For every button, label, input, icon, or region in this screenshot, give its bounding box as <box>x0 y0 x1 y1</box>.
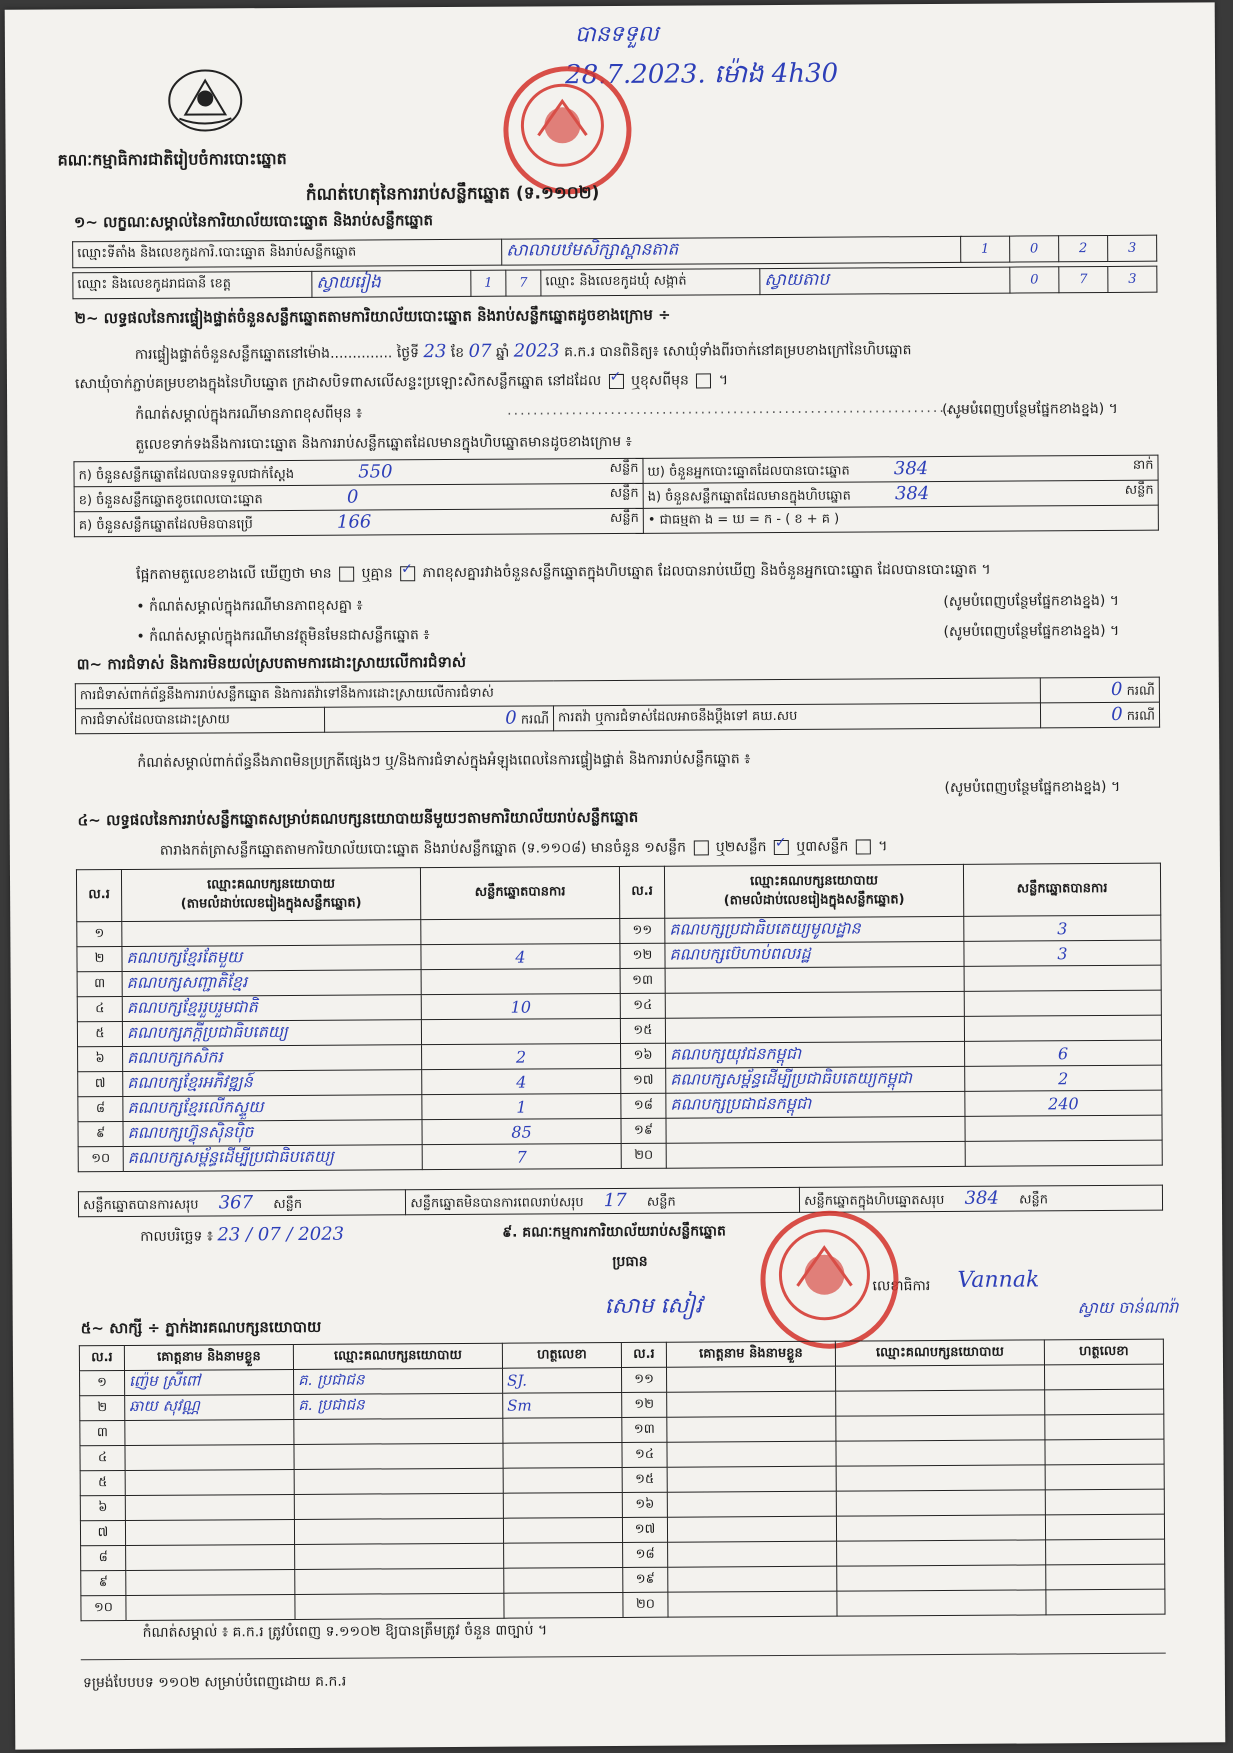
three-sheet-checkbox[interactable] <box>856 839 871 854</box>
fill-note: (សូមបំពេញបន្ថែមផ្នែកខាងខ្នង) ។ <box>943 622 1120 640</box>
witness-name <box>667 1491 836 1517</box>
row-no: ១២ <box>620 943 665 968</box>
unit: សន្លឹក <box>609 460 639 476</box>
total-valid-cell <box>78 1190 405 1217</box>
unit: សន្លឹក <box>609 510 639 526</box>
witness-party <box>295 1568 504 1594</box>
witness-name <box>125 1494 294 1520</box>
location-label: ឈ្មោះទីតាំង និងលេខកូដការិ.បោះឆ្នោត និងរាប់សន្លឹកឆ្នោត <box>73 239 502 268</box>
col-party <box>121 868 420 922</box>
party-name <box>666 1141 965 1168</box>
secretary-signature: ស្វាយ ចាន់ណារ៉ា <box>1077 1297 1179 1318</box>
witness-signature <box>1045 1439 1164 1465</box>
party-name: គណបក្សកសិករ <box>123 1045 422 1072</box>
party-name <box>665 1016 964 1043</box>
witness-name <box>125 1469 294 1495</box>
witness-party <box>835 1365 1044 1391</box>
two-sheet-checkbox[interactable] <box>774 839 789 854</box>
vote-count: 6 <box>965 1040 1162 1066</box>
official-stamp-bottom <box>760 1210 899 1349</box>
vote-count <box>965 1115 1162 1141</box>
witness-party <box>836 1440 1045 1466</box>
objection-row1-label: ការជំទាស់ពាក់ព័ន្ធនឹងការរាប់សន្លឹកឆ្នោត និងការតវ៉ាទៅនឹងការដោះស្រាយលើការជំទាស់ <box>75 678 1040 709</box>
witness-signature <box>1045 1464 1164 1490</box>
verify-text-b: គ.ក.រ បានពិនិត្យ៖ សោឃុំទាំងពីរចាក់នៅគម្របខាងក្រៅនៃហិបឆ្នោត <box>564 342 912 361</box>
row-no: ៣ <box>77 972 122 997</box>
row-no: ៣ <box>80 1421 125 1446</box>
unit: សន្លឹក <box>609 485 639 501</box>
received-note: បានទទួល <box>574 21 659 48</box>
witness-signature <box>503 1442 622 1468</box>
party-name: គណបក្សប្រជាធិបតេយ្យមូលដ្ឋាន <box>665 916 964 943</box>
witness-party: គ. ប្រជាជន <box>294 1368 503 1394</box>
witness-party <box>294 1468 503 1494</box>
section5-title: ៥~ សាក្សី ÷ ភ្នាក់ងារគណបក្សនយោបាយ <box>80 1317 322 1338</box>
commission-name: គណៈកម្មាធិការជាតិរៀបចំការបោះឆ្នោត <box>57 148 287 170</box>
stamp-emblem-icon <box>765 1215 884 1334</box>
col-votes: សន្លឹកឆ្នោតបានការ <box>963 863 1160 916</box>
commune-value: ស្វាយតាប <box>760 267 1010 295</box>
appeal-label: ការតវ៉ា ឬការជំទាស់ដែលអាចនឹងប្តឹងទៅ គឃ.សប <box>553 703 1040 731</box>
total-valid-label: សន្លឹកឆ្នោតបានការសរុប <box>82 1197 199 1213</box>
witness-name <box>667 1391 836 1417</box>
total-box-label: សន្លឹកឆ្នោតក្នុងហិបឆ្នោតសរុប <box>804 1192 945 1209</box>
verify-day: 23 <box>423 341 447 363</box>
footer-divider <box>81 1653 1166 1661</box>
witness-party <box>837 1565 1046 1591</box>
seal-text: សោឃុំចាក់ភ្ជាប់គម្របខាងក្នុងនៃហិបឆ្នោត ក្រដាសបិទពាសលើសន្ទះប្រឡោះសិកសន្លឹកឆ្នោត នៅដដែល <box>74 373 602 393</box>
unused-ballots-cell <box>74 508 643 536</box>
vote-count <box>964 990 1161 1016</box>
location-value: សាលាបឋមសិក្សាស្ពានតាត <box>502 236 961 265</box>
commune-code-digit: 7 <box>1059 266 1108 292</box>
one-sheet-checkbox[interactable] <box>693 840 708 855</box>
witness-signature <box>1044 1364 1163 1390</box>
section1-table <box>72 235 1157 269</box>
total-box-value: 384 <box>964 1187 999 1209</box>
party-name: គណបក្សប៊េហាប់ពលរដ្ឋ <box>665 941 964 968</box>
objection-table <box>75 677 1160 735</box>
table-row <box>81 1589 1165 1621</box>
party-name: គណបក្សខ្មែរតែមួយ <box>122 945 421 972</box>
compare-rest: ភាពខុសគ្នារវាងចំនួនសន្លឹកឆ្នោតក្នុងហិបឆ្នោត ដែលបានរាប់ឃើញ និងចំនួនអ្នកបោះឆ្នោត ដែលបានបោះឆ្នោត ។ <box>422 561 991 582</box>
vote-count: 10 <box>421 993 620 1019</box>
seal-diff-checkbox[interactable] <box>696 373 711 388</box>
witness-signature <box>1046 1564 1165 1590</box>
col-party-sub: (តាមលំដាប់លេខរៀងក្នុងសន្លឹកឆ្នោត) <box>723 891 905 908</box>
col-no: ល.រ <box>621 1342 666 1367</box>
location-code-digit: 1 <box>961 236 1010 262</box>
dotted-line: ........................................................................... <box>507 399 991 419</box>
row-no: ១១ <box>620 918 665 943</box>
box-ballots-label: ង) ចំនួនសន្លឹកឆ្នោតដែលមានក្នុងហិបឆ្នោត <box>647 488 851 505</box>
resolved-value: 0 <box>505 707 517 729</box>
witness-signature <box>1045 1489 1164 1515</box>
location-code-digit: 2 <box>1059 235 1108 261</box>
spoiled-ballots-value: 0 <box>346 486 359 508</box>
section1-table-row2 <box>72 266 1157 300</box>
unit: សន្លឹក <box>273 1196 303 1212</box>
appeal-value: 0 <box>1111 703 1123 725</box>
section2-title: ២~ លទ្ធផលនៃការផ្ទៀងផ្ទាត់ចំនួនសន្លឹកឆ្នោតតាមការិយាល័យបោះឆ្នោត និងរាប់សន្លឹកឆ្នោតដូចខាងក្រោម ÷ <box>74 305 671 328</box>
col-no: ល.រ <box>619 866 664 918</box>
received-datetime: 28.7.2023. ម៉ោង 4h30 <box>565 58 839 91</box>
totals-table <box>78 1185 1163 1218</box>
party-name <box>665 966 964 993</box>
witness-name <box>667 1516 836 1542</box>
witness-signature <box>1046 1539 1165 1565</box>
row-no: ៩ <box>78 1122 123 1147</box>
party-name: គណបក្សយុវជនកម្ពុជា <box>666 1041 965 1068</box>
votes-table <box>76 863 1163 1173</box>
resolved-label: ការជំទាស់ដែលបានដោះស្រាយ <box>75 707 324 734</box>
col-party-sub: (តាមលំដាប់លេខរៀងក្នុងសន្លឹកឆ្នោត) <box>180 895 362 912</box>
province-code-digit: 1 <box>471 270 506 296</box>
secretary-label: លេខាធិការ <box>872 1278 931 1295</box>
month-label: ខែ <box>450 344 465 361</box>
unit: សន្លឹក <box>1124 482 1154 498</box>
row-no: ១៦ <box>621 1043 666 1068</box>
voters-label: ឃ) ចំនួនអ្នកបោះឆ្នោតដែលបានបោះឆ្នោត <box>647 463 850 480</box>
date-line <box>140 1224 344 1248</box>
seal-diff-label: ឬខុសពីមុន <box>631 372 689 389</box>
witness-party <box>294 1518 503 1544</box>
row-no: ២០ <box>623 1592 668 1617</box>
voters-cell <box>643 455 1158 483</box>
witness-name <box>125 1444 294 1470</box>
vote-count: 85 <box>422 1118 621 1144</box>
witness-party <box>294 1443 503 1469</box>
witness-name <box>126 1594 295 1620</box>
vote-count <box>964 1015 1161 1041</box>
witness-party <box>837 1540 1046 1566</box>
row-no: ១៣ <box>620 968 665 993</box>
row-no: ១៥ <box>620 1018 665 1043</box>
row-no: ៧ <box>78 1072 123 1097</box>
row-no: ៧ <box>80 1521 125 1546</box>
witness-signature <box>504 1567 623 1593</box>
vote-count: 7 <box>422 1143 621 1169</box>
party-name: គណបក្សភក្ដីប្រជាធិបតេយ្យ <box>122 1020 421 1047</box>
form-title: កំណត់ហេតុនៃការរាប់សន្លឹកឆ្នោត (ទ.១១០២) <box>305 183 600 205</box>
row-no: ៤ <box>77 997 122 1022</box>
section1-title: ១~ លក្ខណៈសម្គាល់នៃការិយាល័យបោះឆ្នោត និងរាប់សន្លឹកឆ្នោត <box>73 211 434 232</box>
row-no: ២ <box>80 1396 125 1421</box>
row-no: ១៨ <box>621 1093 666 1118</box>
witness-name <box>668 1591 837 1617</box>
objection-row1-value: 0 <box>1110 678 1123 700</box>
witness-party <box>836 1515 1045 1541</box>
case-label: ករណី <box>520 711 550 728</box>
witness-name <box>667 1416 836 1442</box>
verify-text: ការផ្ទៀងផ្ទាត់ចំនួនសន្លឹកឆ្នោតនៅម៉ោង.............. ថ្ងៃទី <box>134 345 420 363</box>
party-name: គណបក្សខ្មែរលើកស្ទួយ <box>123 1095 422 1122</box>
verify-year: 2023 <box>513 340 560 362</box>
witness-signature <box>503 1517 622 1543</box>
party-name: គណបក្សប្រជាជនកម្ពុជា <box>666 1091 965 1118</box>
province-value: ស្វាយរៀង <box>312 270 471 297</box>
witness-name <box>668 1541 837 1567</box>
voters-value: 384 <box>893 457 929 479</box>
official-stamp-top <box>503 66 632 195</box>
witness-body <box>80 1364 1166 1621</box>
no-diff-label: ឬគ្មាន <box>361 565 393 582</box>
row-no: ១៥ <box>622 1467 667 1492</box>
bullet-diff: • កំណត់សម្គាល់ក្នុងករណីមានភាពខុសគ្នា ៖ <box>136 597 363 615</box>
commune-code-digit: 3 <box>1108 266 1157 292</box>
witness-signature <box>1045 1389 1164 1415</box>
witness-name <box>667 1466 836 1492</box>
row-no: ១៧ <box>622 1517 667 1542</box>
witness-signature: Sm <box>503 1392 622 1418</box>
witness-signature <box>503 1417 622 1443</box>
witness-party <box>837 1590 1046 1616</box>
sheets-text: តារាងកត់ត្រាសន្លឹកឆ្នោតតាមការិយាល័យបោះឆ្នោត និងរាប់សន្លឹកឆ្នោត (ទ.១១០៨) មានចំនួន ១សន្លឹក <box>159 839 687 859</box>
date-value: 23 / 07 / 2023 <box>217 1223 345 1246</box>
row-no: ១៤ <box>620 993 665 1018</box>
sheets-line: តារាងកត់ត្រាសន្លឹកឆ្នោតតាមការិយាល័យបោះឆ្នោត និងរាប់សន្លឹកឆ្នោត (ទ.១១០៨) មានចំនួន ១សន្លឹក ឬ២សន្លឹក ✓ ឬ៣សន្លឹក ។ <box>160 836 888 861</box>
witness-name <box>125 1519 294 1545</box>
vote-count <box>421 1018 620 1044</box>
resolved-value-cell <box>324 706 553 732</box>
row-no: ១៨ <box>623 1542 668 1567</box>
party-name: គណបក្សសម្ព័ន្ធដើម្បីប្រជាធិបតេយ្យកម្ពុជា <box>666 1066 965 1093</box>
fill-note: (សូមបំពេញបន្ថែមផ្នែកខាងខ្នង) ។ <box>944 778 1121 796</box>
unused-ballots-value: 166 <box>336 510 372 533</box>
col-party: ឈ្មោះគណបក្សនយោបាយ <box>293 1343 502 1369</box>
witness-signature <box>503 1467 622 1493</box>
witness-signature <box>1045 1414 1164 1440</box>
row-no: ២ <box>77 947 122 972</box>
witness-party <box>836 1490 1045 1516</box>
appeal-value-cell <box>1040 702 1159 728</box>
row-no: ១០ <box>81 1596 126 1621</box>
col-party: ឈ្មោះគណបក្សនយោបាយ <box>835 1340 1044 1366</box>
footer-text: ទម្រង់បែបបទ ១១០២ សម្រាប់បំពេញដោយ គ.ក.រ <box>82 1673 347 1692</box>
vote-count: 3 <box>964 915 1161 941</box>
witness-name: ញ៉េម ស្រីពៅ <box>125 1369 294 1395</box>
spoiled-ballots-label: ខ) ចំនួនសន្លឹកឆ្នោតខូចពេលបោះឆ្នោត <box>78 491 263 508</box>
votes-body <box>77 915 1163 1172</box>
vote-count: 4 <box>421 943 620 969</box>
location-code-digit: 3 <box>1108 235 1157 261</box>
row-no: ៩ <box>81 1571 126 1596</box>
witness-party <box>294 1418 503 1444</box>
party-name: គណបក្សសញ្ជាតិខ្មែរ <box>122 970 421 997</box>
total-valid-value: 367 <box>218 1191 254 1213</box>
vote-count: 2 <box>965 1065 1162 1091</box>
spoiled-ballots-cell <box>74 483 643 511</box>
col-name: គោត្តនាម និងនាមខ្លួន <box>124 1344 293 1370</box>
witness-footnote: កំណត់សម្គាល់ ៖ គ.ក.រ ត្រូវបំពេញ ទ.១១០២ ឱ្យបានត្រឹមត្រូវ ចំនួន ៣ច្បាប់ ។ <box>142 1622 548 1641</box>
row-no: ១៧ <box>621 1068 666 1093</box>
case-label: ករណី <box>1126 708 1156 724</box>
commune-code-digit: 0 <box>1010 267 1059 293</box>
received-ballots-label: ក) ចំនួនសន្លឹកឆ្នោតដែលបានទទួលជាក់ស្តែង <box>78 466 295 483</box>
compare-line <box>136 560 991 586</box>
section3-title: ៣~ ការជំទាស់ និងការមិនយល់ស្របតាមការដោះស្រាយលើការជំទាស់ <box>76 652 467 674</box>
objection-row1-value-cell <box>1040 677 1159 703</box>
two-sheet-label: ឬ២សន្លឹក <box>715 839 767 856</box>
vote-count: 4 <box>422 1068 621 1094</box>
box-ballots-cell <box>643 480 1158 508</box>
row-no: ១០ <box>78 1147 123 1172</box>
witness-party <box>295 1593 504 1619</box>
witness-signature: SJ. <box>503 1367 622 1393</box>
witness-party <box>295 1543 504 1569</box>
seal-line: សោឃុំចាក់ភ្ជាប់គម្របខាងក្នុងនៃហិបឆ្នោត ក្រដាសបិទពាសលើសន្ទះប្រឡោះសិកសន្លឹកឆ្នោត នៅដដែល ✓ ឬខុសពីមុន ។ <box>75 370 728 395</box>
witness-party <box>836 1465 1045 1491</box>
witness-name <box>125 1419 294 1445</box>
party-name <box>665 991 964 1018</box>
col-no: ល.រ <box>76 870 121 922</box>
witness-name <box>126 1544 295 1570</box>
col-sign: ហត្ថលេខា <box>1044 1339 1163 1365</box>
chair-label: ប្រធាន <box>612 1253 648 1271</box>
verify-line <box>135 338 912 366</box>
row-no: ៥ <box>80 1471 125 1496</box>
date-label: កាលបរិច្ឆេទ ៖ <box>140 1228 214 1245</box>
witness-table <box>79 1339 1166 1622</box>
location-code-digit: 0 <box>1010 236 1059 262</box>
witness-name <box>126 1569 295 1595</box>
form-sheet <box>5 2 1226 1749</box>
row-no: ៤ <box>80 1446 125 1471</box>
vote-count <box>964 965 1161 991</box>
witness-signature <box>504 1542 623 1568</box>
note-diff: កំណត់សម្គាល់ក្នុងករណីមានភាពខុសពីមុន ៖ <box>135 405 363 423</box>
formula: • ជាធម្មតា ង = ឃ = ក - ( ខ + គ ) <box>643 505 1158 533</box>
committee-label: ៩. គណៈកម្មការការិយាល័យរាប់សន្លឹកឆ្នោត <box>502 1223 726 1241</box>
secretary-name: Vannak <box>957 1267 1040 1293</box>
col-party-label: ឈ្មោះគណបក្សនយោបាយ <box>207 876 336 892</box>
row-no: ១៣ <box>622 1417 667 1442</box>
bullet-object: • កំណត់សម្គាល់ក្នុងករណីមានវត្ថុមិនមែនជាសន្លឹកឆ្នោត ៖ <box>136 627 430 645</box>
row-no: ១៦ <box>622 1492 667 1517</box>
party-name <box>122 920 421 947</box>
witness-signature <box>1046 1589 1165 1615</box>
commune-label: ឈ្មោះ និងលេខកូដឃុំ សង្កាត់ <box>541 269 760 296</box>
party-name <box>666 1116 965 1143</box>
total-invalid-value: 17 <box>603 1189 627 1211</box>
witness-signature <box>504 1592 623 1618</box>
row-no: ៦ <box>78 1047 123 1072</box>
row-no: ១១ <box>622 1367 667 1392</box>
received-ballots-cell <box>74 458 643 486</box>
verify-month: 07 <box>468 340 492 362</box>
witness-name: ឆាយ សុវណ្ណ <box>125 1394 294 1420</box>
row-no: ១ <box>80 1371 125 1396</box>
row-no: ៨ <box>81 1546 126 1571</box>
row-no: ១២ <box>622 1392 667 1417</box>
fill-note: (សូមបំពេញបន្ថែមផ្នែកខាងខ្នង) ។ <box>942 400 1118 418</box>
witness-name <box>668 1566 837 1592</box>
unit: សន្លឹក <box>646 1194 676 1210</box>
witness-party <box>836 1415 1045 1441</box>
unit: នាក់ <box>1132 457 1154 473</box>
col-name: គោត្តនាម និងនាមខ្លួន <box>666 1341 835 1367</box>
unit: សន្លឹក <box>1019 1191 1048 1208</box>
row-no: ៦ <box>80 1496 125 1521</box>
vote-count: 3 <box>964 940 1161 966</box>
witness-name <box>667 1366 836 1392</box>
row-no: ១៩ <box>623 1567 668 1592</box>
col-no: ល.រ <box>79 1346 124 1371</box>
irregularity-note: កំណត់សម្គាល់ពាក់ព័ន្ធនឹងភាពមិនប្រក្រតីផ្សេងៗ ឬ/និងការជំទាស់ក្នុងអំឡុងពេលនៃការផ្ទៀងផ្ទាត់ និងការរាប់សន្លឹកឆ្នោត ៖ <box>137 751 751 771</box>
col-sign: ហត្ថលេខា <box>502 1342 621 1368</box>
ballot-count-table <box>73 455 1158 538</box>
vote-count: 240 <box>965 1090 1162 1116</box>
party-name: គណបក្សខ្មែររួបរួមជាតិ <box>122 995 421 1022</box>
received-ballots-value: 550 <box>358 460 393 483</box>
has-diff-checkbox[interactable] <box>339 566 354 581</box>
vote-count <box>421 968 620 994</box>
row-no: ១៤ <box>622 1442 667 1467</box>
row-no: ១ <box>77 922 122 947</box>
unused-ballots-label: គ) ចំនួនសន្លឹកឆ្នោតដែលមិនបានប្រើ <box>78 516 253 533</box>
witness-party: គ. ប្រជាជន <box>294 1393 503 1419</box>
party-name: គណបក្សហ៊្វុនស៊ិនប៉ិច <box>123 1120 422 1147</box>
chair-signature: សោម សៀវ <box>604 1293 703 1320</box>
province-label: ឈ្មោះ និងលេខកូដរាជធានី ខេត្ត <box>73 271 312 298</box>
stamp-emblem-icon <box>508 71 617 180</box>
witness-name <box>667 1441 836 1467</box>
vote-count <box>965 1140 1162 1166</box>
row-no: ៨ <box>78 1097 123 1122</box>
row-no: ២០ <box>621 1143 666 1168</box>
fill-note: (សូមបំពេញបន្ថែមផ្នែកខាងខ្នង) ។ <box>943 592 1120 610</box>
no-diff-checkbox[interactable] <box>400 566 415 581</box>
party-name: គណបក្សសម្ព័ន្ធដើម្បីប្រជាធិបតេយ្យ <box>123 1145 422 1172</box>
vote-count <box>421 918 620 944</box>
total-box-cell <box>800 1185 1163 1212</box>
compare-text: ផ្អែកតាមតួលេខខាងលើ ឃើញថា មាន <box>136 565 332 583</box>
witness-signature <box>503 1492 622 1518</box>
nec-logo <box>165 66 245 134</box>
nec-emblem-icon <box>165 66 245 134</box>
col-party <box>664 864 963 918</box>
vote-count: 2 <box>422 1043 621 1069</box>
party-name: គណបក្សខ្មែរអភិវឌ្ឍន៍ <box>123 1070 422 1097</box>
box-ballots-value: 384 <box>894 482 930 504</box>
seal-same-checkbox[interactable] <box>609 373 624 388</box>
numbers-intro: តួលេខទាក់ទងនឹងការបោះឆ្នោត និងការរាប់សន្លឹកឆ្នោតដែលមានក្នុងហិបឆ្នោតមានដូចខាងក្រោម ៖ <box>135 433 632 453</box>
witness-party <box>836 1390 1045 1416</box>
col-votes: សន្លឹកឆ្នោតបានការ <box>420 866 619 919</box>
year-label: ឆ្នាំ <box>495 344 510 361</box>
witness-signature <box>1045 1514 1164 1540</box>
col-party-label: ឈ្មោះគណបក្សនយោបាយ <box>750 872 879 889</box>
row-no: ៥ <box>77 1022 122 1047</box>
total-invalid-label: សន្លឹកឆ្នោតមិនបានការពេលរាប់សរុប <box>410 1194 584 1211</box>
row-no: ១៩ <box>621 1118 666 1143</box>
total-invalid-cell <box>406 1187 800 1214</box>
province-code-digit: 7 <box>506 270 541 296</box>
vote-count: 1 <box>422 1093 621 1119</box>
section4-title: ៤~ លទ្ធផលនៃការរាប់សន្លឹកឆ្នោតសម្រាប់គណបក្សនយោបាយនីមួយៗតាមការិយាល័យរាប់សន្លឹកឆ្នោត <box>77 807 639 830</box>
case-label: ករណី <box>1126 683 1155 699</box>
three-sheet-label: ឬ៣សន្លឹក <box>796 838 849 855</box>
witness-party <box>294 1493 503 1519</box>
